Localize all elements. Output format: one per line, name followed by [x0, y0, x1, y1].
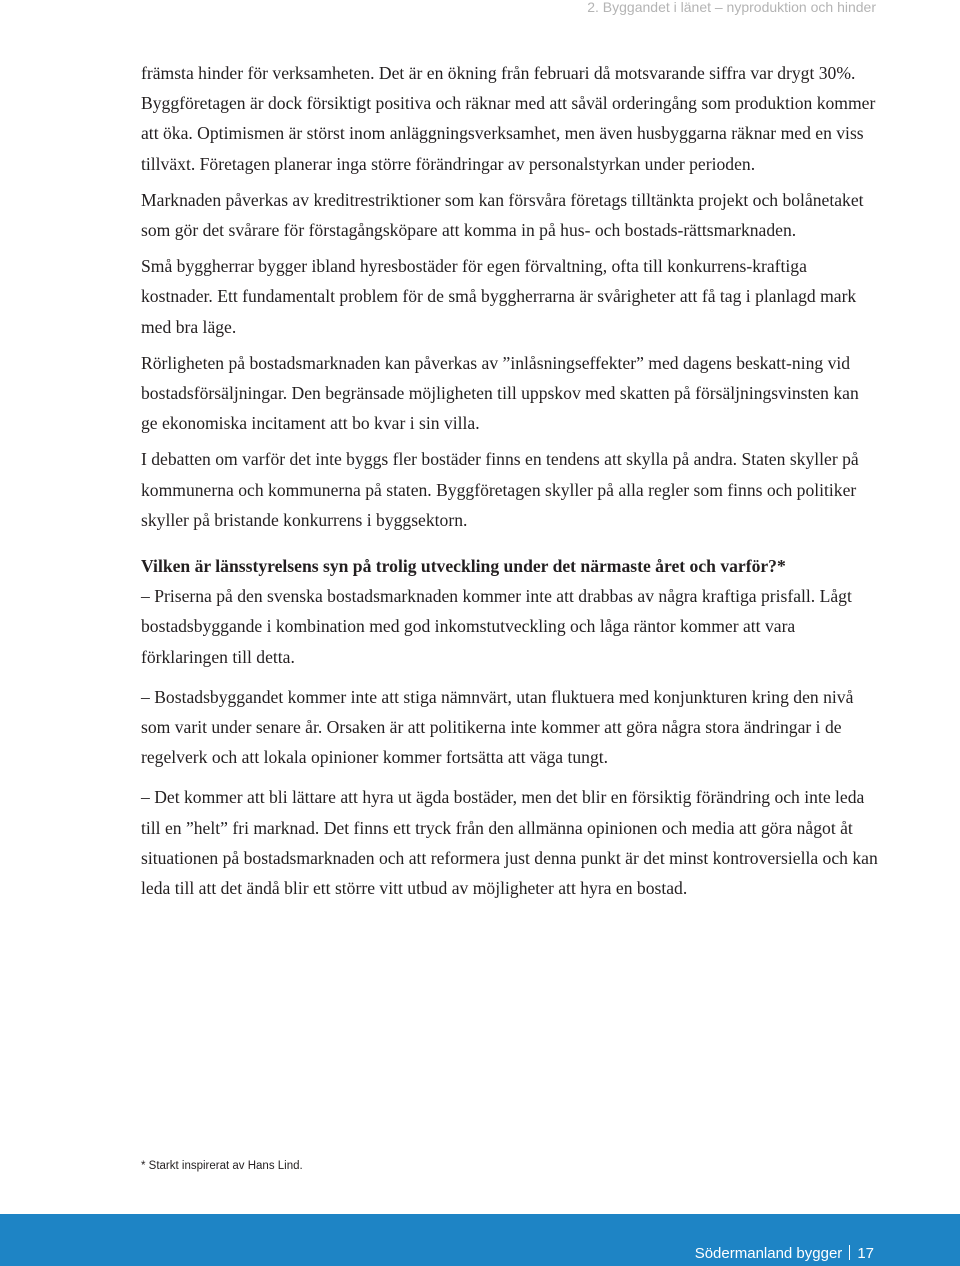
question-heading: Vilken är länsstyrelsens syn på trolig utveckling under det närmaste året och varför?*	[141, 556, 786, 577]
paragraph: Små byggherrar bygger ibland hyresbostäder för egen förvaltning, ofta till konkurrens-kraftiga kostnader. Ett fundamentalt problem för de små byggherrarna är svårigheter att få tag i planlagd mark med bra läge.	[141, 256, 857, 337]
body-text	[141, 58, 879, 903]
paragraph: I debatten om varför det inte byggs fler bostäder finns en tendens att skylla på andra. Staten skyller på kommunerna och kommunerna på staten. Byggföretagen skyller på alla regler som finns och politiker skyller på bristande konkurrens i byggsektorn.	[141, 449, 859, 530]
publication-title: Södermanland bygger	[694, 1245, 843, 1262]
footer-label	[695, 1245, 874, 1261]
answer-item: – Priserna på den svenska bostadsmarknaden kommer inte att drabbas av några kraftiga prisfall. Lågt bostadsbyggande i kombination med god inkomstutveckling och låga räntor kommer att vara förklaringen till detta.	[141, 586, 852, 667]
page-number: 17	[857, 1245, 874, 1262]
footnote: * Starkt inspirerat av Hans Lind.	[141, 1160, 303, 1172]
answer-item: – Bostadsbyggandet kommer inte att stiga nämnvärt, utan fluktuera med konjunkturen kring den nivå som varit under senare år. Orsaken är att politikerna inte kommer att göra några stora ändringar i de regelverk och att lokala opinioner kommer fortsätta att väga tungt.	[141, 686, 854, 768]
footer-divider	[849, 1245, 850, 1260]
running-header: 2. Byggandet i länet – nyproduktion och hinder	[587, 0, 876, 15]
paragraph: Marknaden påverkas av kreditrestriktioner som kan försvåra företags tilltänkta projekt och bolånetaket som gör det svårare för förstagångsköpare att komma in på hus- och bostads-rättsmarknaden.	[141, 189, 864, 241]
paragraph: Rörligheten på bostadsmarknaden kan påverkas av ”inlåsningseffekter” med dagens beskatt-ning vid bostadsförsäljningar. Den begränsade möjligheten till uppskov med skatten på försäljningsvinsten kan ge ekonomiska incitament att bo kvar i sin villa.	[141, 352, 859, 434]
answer-item: – Det kommer att bli lättare att hyra ut ägda bostäder, men det blir en försiktig förändring och inte leda till en ”helt” fri marknad. Det finns ett tryck från den allmänna opinionen och media att göra något åt situationen på bostadsmarknaden och att reformera just denna punkt är det minst kontroversiella och kan leda till att det ändå blir ett större vitt utbud av möjligheter att hyra en bostad.	[141, 787, 878, 899]
paragraph: främsta hinder för verksamheten. Det är en ökning från februari då motsvarande siffra var drygt 30%. Byggföretagen är dock försiktigt positiva och räknar med att såväl orderingång som produktion kommer att öka. Optimismen är störst inom anläggningsverksamhet, men även husbyggarna räknar med en viss tillväxt. Företagen planerar inga större förändringar av personalstyrkan under perioden.	[141, 63, 876, 174]
